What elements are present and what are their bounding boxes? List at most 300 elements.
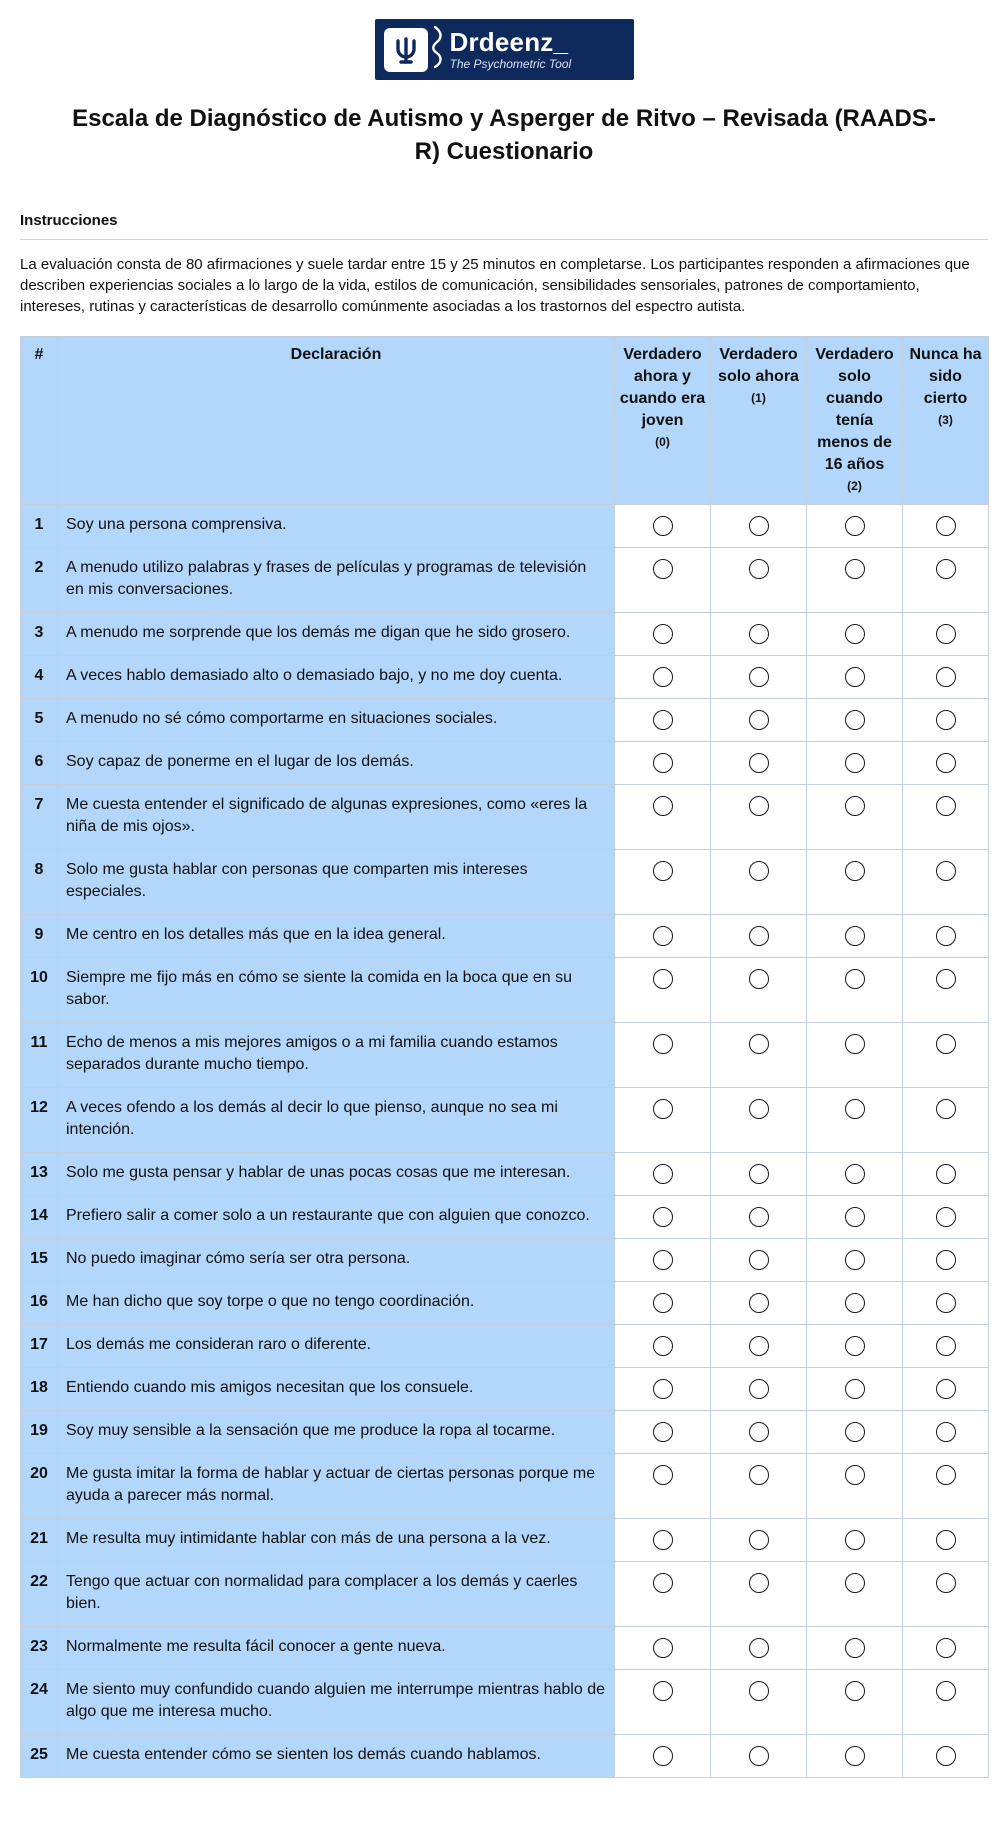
answer-radio-option-3[interactable] — [936, 1422, 956, 1442]
answer-cell-option-1 — [711, 1196, 807, 1239]
answer-cell-option-0 — [615, 785, 711, 850]
answer-radio-option-3[interactable] — [936, 796, 956, 816]
question-number: 15 — [21, 1239, 58, 1282]
table-header-row — [21, 337, 989, 505]
answer-radio-option-0[interactable] — [653, 1293, 673, 1313]
answer-cell-option-3 — [903, 1023, 989, 1088]
table-row — [21, 1627, 989, 1670]
answer-cell-option-3 — [903, 1519, 989, 1562]
answer-radio-option-1[interactable] — [749, 861, 769, 881]
question-statement: Soy muy sensible a la sensación que me produce la ropa al tocarme. — [58, 1411, 615, 1454]
answer-radio-option-3[interactable] — [936, 1207, 956, 1227]
answer-radio-option-1[interactable] — [749, 516, 769, 536]
answer-cell-option-3 — [903, 1088, 989, 1153]
answer-radio-option-1[interactable] — [749, 1336, 769, 1356]
answer-cell-option-0 — [615, 1454, 711, 1519]
answer-cell-option-2 — [807, 1153, 903, 1196]
option-0-code: (0) — [655, 435, 670, 449]
answer-cell-option-1 — [711, 1239, 807, 1282]
answer-radio-option-3[interactable] — [936, 753, 956, 773]
answer-cell-option-2 — [807, 1411, 903, 1454]
question-number: 20 — [21, 1454, 58, 1519]
answer-radio-option-3[interactable] — [936, 861, 956, 881]
question-number: 2 — [21, 548, 58, 613]
answer-cell-option-3 — [903, 699, 989, 742]
answer-cell-option-2 — [807, 1325, 903, 1368]
question-statement: Siempre me fijo más en cómo se siente la comida en la boca que en su sabor. — [58, 958, 615, 1023]
answer-radio-option-2[interactable] — [845, 624, 865, 644]
answer-radio-option-0[interactable] — [653, 1164, 673, 1184]
answer-radio-option-3[interactable] — [936, 1465, 956, 1485]
answer-radio-option-2[interactable] — [845, 710, 865, 730]
answer-radio-option-2[interactable] — [845, 861, 865, 881]
answer-cell-option-1 — [711, 613, 807, 656]
answer-radio-option-0[interactable] — [653, 1099, 673, 1119]
answer-radio-option-1[interactable] — [749, 710, 769, 730]
answer-cell-option-0 — [615, 699, 711, 742]
answer-cell-option-3 — [903, 1670, 989, 1735]
question-number: 5 — [21, 699, 58, 742]
answer-cell-option-0 — [615, 1627, 711, 1670]
brand-tagline: The Psychometric Tool — [449, 57, 572, 71]
question-number: 4 — [21, 656, 58, 699]
question-number: 17 — [21, 1325, 58, 1368]
answer-cell-option-2 — [807, 742, 903, 785]
answer-radio-option-1[interactable] — [749, 1250, 769, 1270]
table-row — [21, 656, 989, 699]
question-statement: A menudo no sé cómo comportarme en situaciones sociales. — [58, 699, 615, 742]
table-row — [21, 1368, 989, 1411]
answer-cell-option-0 — [615, 1239, 711, 1282]
question-statement: Los demás me consideran raro o diferente. — [58, 1325, 615, 1368]
question-statement: Me siento muy confundido cuando alguien me interrumpe mientras hablo de algo que me interesa mucho. — [58, 1670, 615, 1735]
answer-radio-option-1[interactable] — [749, 667, 769, 687]
answer-cell-option-2 — [807, 1454, 903, 1519]
answer-cell-option-1 — [711, 1282, 807, 1325]
answer-cell-option-2 — [807, 548, 903, 613]
question-number: 16 — [21, 1282, 58, 1325]
answer-cell-option-0 — [615, 915, 711, 958]
answer-cell-option-3 — [903, 742, 989, 785]
header — [20, 0, 988, 80]
answer-cell-option-3 — [903, 1196, 989, 1239]
answer-radio-option-2[interactable] — [845, 516, 865, 536]
question-statement: A menudo utilizo palabras y frases de películas y programas de televisión en mis conversaciones. — [58, 548, 615, 613]
option-3-label: Nunca ha sido cierto — [909, 346, 982, 407]
table-row — [21, 505, 989, 548]
answer-cell-option-3 — [903, 1239, 989, 1282]
answer-cell-option-0 — [615, 1088, 711, 1153]
answer-radio-option-1[interactable] — [749, 1422, 769, 1442]
answer-radio-option-0[interactable] — [653, 1530, 673, 1550]
table-row — [21, 1153, 989, 1196]
answer-radio-option-3[interactable] — [936, 710, 956, 730]
answer-cell-option-3 — [903, 1411, 989, 1454]
table-row — [21, 1088, 989, 1153]
answer-cell-option-1 — [711, 915, 807, 958]
answer-radio-option-0[interactable] — [653, 969, 673, 989]
question-number: 21 — [21, 1519, 58, 1562]
question-statement: A veces hablo demasiado alto o demasiado bajo, y no me doy cuenta. — [58, 656, 615, 699]
question-statement: Me gusta imitar la forma de hablar y actuar de ciertas personas porque me ayuda a parecer más normal. — [58, 1454, 615, 1519]
answer-cell-option-2 — [807, 1088, 903, 1153]
question-number: 25 — [21, 1735, 58, 1778]
answer-cell-option-1 — [711, 742, 807, 785]
table-body — [21, 505, 989, 1778]
answer-cell-option-2 — [807, 656, 903, 699]
answer-cell-option-0 — [615, 1196, 711, 1239]
column-header-statement: Declaración — [58, 337, 615, 505]
answer-cell-option-0 — [615, 1153, 711, 1196]
answer-cell-option-0 — [615, 850, 711, 915]
answer-cell-option-3 — [903, 850, 989, 915]
question-number: 22 — [21, 1562, 58, 1627]
answer-cell-option-1 — [711, 1519, 807, 1562]
answer-cell-option-3 — [903, 958, 989, 1023]
answer-radio-option-0[interactable] — [653, 1746, 673, 1766]
answer-radio-option-2[interactable] — [845, 1638, 865, 1658]
question-statement: Echo de menos a mis mejores amigos o a mi familia cuando estamos separados durante mucho tiempo. — [58, 1023, 615, 1088]
page-title: Escala de Diagnóstico de Autismo y Asperger de Ritvo – Revisada (RAADS-R) Cuestionario — [72, 105, 936, 165]
table-row — [21, 1454, 989, 1519]
answer-cell-option-0 — [615, 1735, 711, 1778]
answer-cell-option-0 — [615, 1562, 711, 1627]
answer-radio-option-2[interactable] — [845, 667, 865, 687]
answer-cell-option-3 — [903, 785, 989, 850]
answer-radio-option-2[interactable] — [845, 1034, 865, 1054]
answer-cell-option-0 — [615, 656, 711, 699]
answer-radio-option-1[interactable] — [749, 1207, 769, 1227]
question-statement: Soy capaz de ponerme en el lugar de los demás. — [58, 742, 615, 785]
answer-radio-option-0[interactable] — [653, 559, 673, 579]
question-number: 3 — [21, 613, 58, 656]
answer-radio-option-0[interactable] — [653, 861, 673, 881]
question-statement: Soy una persona comprensiva. — [58, 505, 615, 548]
answer-radio-option-3[interactable] — [936, 1638, 956, 1658]
answer-radio-option-2[interactable] — [845, 1379, 865, 1399]
answer-radio-option-1[interactable] — [749, 1034, 769, 1054]
question-statement: A veces ofendo a los demás al decir lo que pienso, aunque no sea mi intención. — [58, 1088, 615, 1153]
answer-radio-option-1[interactable] — [749, 1465, 769, 1485]
answer-radio-option-3[interactable] — [936, 1746, 956, 1766]
page-bottom-spacer — [20, 1778, 988, 1788]
answer-cell-option-2 — [807, 1519, 903, 1562]
answer-cell-option-2 — [807, 1282, 903, 1325]
answer-radio-option-0[interactable] — [653, 1681, 673, 1701]
answer-radio-option-1[interactable] — [749, 1530, 769, 1550]
question-number: 23 — [21, 1627, 58, 1670]
brand-name: Drdeenz_ — [449, 27, 569, 57]
answer-cell-option-1 — [711, 1023, 807, 1088]
answer-radio-option-0[interactable] — [653, 1034, 673, 1054]
answer-radio-option-3[interactable] — [936, 1681, 956, 1701]
answer-radio-option-2[interactable] — [845, 1336, 865, 1356]
table-row — [21, 548, 989, 613]
table-row — [21, 785, 989, 850]
answer-cell-option-2 — [807, 1368, 903, 1411]
answer-radio-option-3[interactable] — [936, 667, 956, 687]
answer-cell-option-0 — [615, 1325, 711, 1368]
answer-radio-option-3[interactable] — [936, 1336, 956, 1356]
question-statement: Entiendo cuando mis amigos necesitan que los consuele. — [58, 1368, 615, 1411]
answer-cell-option-2 — [807, 1239, 903, 1282]
answer-cell-option-3 — [903, 505, 989, 548]
answer-radio-option-2[interactable] — [845, 926, 865, 946]
answer-radio-option-2[interactable] — [845, 1293, 865, 1313]
question-number: 24 — [21, 1670, 58, 1735]
answer-radio-option-2[interactable] — [845, 1746, 865, 1766]
question-statement: Me centro en los detalles más que en la idea general. — [58, 915, 615, 958]
answer-cell-option-3 — [903, 548, 989, 613]
answer-radio-option-2[interactable] — [845, 1465, 865, 1485]
table-row — [21, 958, 989, 1023]
answer-radio-option-1[interactable] — [749, 1099, 769, 1119]
column-header-option-0 — [615, 337, 711, 505]
option-0-label: Verdadero ahora y cuando era joven — [619, 346, 706, 429]
answer-cell-option-3 — [903, 1368, 989, 1411]
question-statement: Me resulta muy intimidante hablar con más de una persona a la vez. — [58, 1519, 615, 1562]
answer-cell-option-0 — [615, 1519, 711, 1562]
answer-cell-option-1 — [711, 1368, 807, 1411]
answer-cell-option-2 — [807, 785, 903, 850]
answer-cell-option-1 — [711, 1454, 807, 1519]
question-statement: Me cuesta entender el significado de algunas expresiones, como «eres la niña de mis ojos». — [58, 785, 615, 850]
answer-radio-option-2[interactable] — [845, 1250, 865, 1270]
answer-radio-option-0[interactable] — [653, 1336, 673, 1356]
answer-radio-option-3[interactable] — [936, 1250, 956, 1270]
answer-radio-option-2[interactable] — [845, 1573, 865, 1593]
answer-radio-option-0[interactable] — [653, 1573, 673, 1593]
answer-radio-option-3[interactable] — [936, 1099, 956, 1119]
answer-cell-option-2 — [807, 613, 903, 656]
answer-radio-option-1[interactable] — [749, 624, 769, 644]
answer-cell-option-2 — [807, 850, 903, 915]
column-header-option-1 — [711, 337, 807, 505]
table-row — [21, 699, 989, 742]
question-number: 11 — [21, 1023, 58, 1088]
answer-cell-option-1 — [711, 958, 807, 1023]
answer-cell-option-2 — [807, 1562, 903, 1627]
question-statement: Prefiero salir a comer solo a un restaurante que con alguien que conozco. — [58, 1196, 615, 1239]
answer-cell-option-2 — [807, 1196, 903, 1239]
answer-radio-option-3[interactable] — [936, 1573, 956, 1593]
question-statement: No puedo imaginar cómo sería ser otra persona. — [58, 1239, 615, 1282]
answer-radio-option-1[interactable] — [749, 1379, 769, 1399]
answer-radio-option-1[interactable] — [749, 969, 769, 989]
answer-cell-option-3 — [903, 1454, 989, 1519]
option-3-code: (3) — [938, 413, 953, 427]
answer-cell-option-0 — [615, 1368, 711, 1411]
table-row — [21, 1735, 989, 1778]
answer-cell-option-1 — [711, 1735, 807, 1778]
answer-cell-option-1 — [711, 850, 807, 915]
answer-radio-option-3[interactable] — [936, 926, 956, 946]
answer-cell-option-1 — [711, 1325, 807, 1368]
column-header-number: # — [21, 337, 58, 505]
answer-cell-option-0 — [615, 742, 711, 785]
answer-radio-option-2[interactable] — [845, 1530, 865, 1550]
question-statement: Normalmente me resulta fácil conocer a gente nueva. — [58, 1627, 615, 1670]
answer-cell-option-0 — [615, 505, 711, 548]
answer-radio-option-0[interactable] — [653, 753, 673, 773]
instructions-text: La evaluación consta de 80 afirmaciones y suele tardar entre 15 y 25 minutos en completarse. Los participantes responden a afirmaciones que describen experiencias sociales a lo largo de la vida, estilos de comunicación, sensibilidades sensoriales, patrones de comportamiento, intereses, rutinas y características de desarrollo comúnmente asociadas a los trastornos del espectro autista. — [20, 256, 970, 315]
table-row — [21, 1325, 989, 1368]
answer-cell-option-2 — [807, 1627, 903, 1670]
answer-cell-option-1 — [711, 1411, 807, 1454]
table-row — [21, 1239, 989, 1282]
table-row — [21, 1282, 989, 1325]
answer-radio-option-1[interactable] — [749, 1293, 769, 1313]
answer-radio-option-2[interactable] — [845, 1681, 865, 1701]
answer-cell-option-1 — [711, 785, 807, 850]
answer-cell-option-2 — [807, 699, 903, 742]
answer-radio-option-2[interactable] — [845, 969, 865, 989]
question-number: 19 — [21, 1411, 58, 1454]
column-header-option-2 — [807, 337, 903, 505]
question-number: 6 — [21, 742, 58, 785]
table-row — [21, 1519, 989, 1562]
answer-cell-option-2 — [807, 958, 903, 1023]
answer-cell-option-2 — [807, 505, 903, 548]
answer-radio-option-2[interactable] — [845, 796, 865, 816]
answer-radio-option-3[interactable] — [936, 969, 956, 989]
answer-radio-option-2[interactable] — [845, 1207, 865, 1227]
answer-cell-option-3 — [903, 1282, 989, 1325]
answer-cell-option-2 — [807, 1670, 903, 1735]
answer-radio-option-1[interactable] — [749, 796, 769, 816]
answer-radio-option-3[interactable] — [936, 516, 956, 536]
answer-radio-option-1[interactable] — [749, 559, 769, 579]
answer-radio-option-1[interactable] — [749, 1638, 769, 1658]
answer-cell-option-3 — [903, 915, 989, 958]
answer-cell-option-0 — [615, 613, 711, 656]
answer-radio-option-0[interactable] — [653, 1379, 673, 1399]
answer-radio-option-3[interactable] — [936, 1379, 956, 1399]
table-row — [21, 1411, 989, 1454]
answer-radio-option-1[interactable] — [749, 1573, 769, 1593]
answer-cell-option-1 — [711, 1562, 807, 1627]
brand-logo — [375, 19, 634, 80]
question-number: 18 — [21, 1368, 58, 1411]
answer-cell-option-0 — [615, 1282, 711, 1325]
answer-cell-option-1 — [711, 548, 807, 613]
wave-bracket-icon — [432, 25, 444, 74]
instructions-heading: Instrucciones — [20, 212, 988, 240]
questionnaire-table — [20, 336, 989, 1778]
question-number: 9 — [21, 915, 58, 958]
answer-radio-option-1[interactable] — [749, 1746, 769, 1766]
answer-cell-option-3 — [903, 1562, 989, 1627]
answer-radio-option-1[interactable] — [749, 1164, 769, 1184]
answer-cell-option-2 — [807, 1023, 903, 1088]
answer-cell-option-3 — [903, 613, 989, 656]
brand-text — [450, 28, 572, 71]
answer-cell-option-2 — [807, 1735, 903, 1778]
answer-radio-option-2[interactable] — [845, 1164, 865, 1184]
question-number: 7 — [21, 785, 58, 850]
answer-radio-option-0[interactable] — [653, 796, 673, 816]
answer-cell-option-1 — [711, 1670, 807, 1735]
answer-radio-option-0[interactable] — [653, 624, 673, 644]
answer-radio-option-2[interactable] — [845, 559, 865, 579]
question-number: 14 — [21, 1196, 58, 1239]
answer-radio-option-3[interactable] — [936, 1164, 956, 1184]
table-row — [21, 1196, 989, 1239]
question-number: 8 — [21, 850, 58, 915]
option-1-code: (1) — [751, 391, 766, 405]
psi-icon — [384, 28, 428, 72]
table-row — [21, 1562, 989, 1627]
answer-radio-option-3[interactable] — [936, 1293, 956, 1313]
answer-radio-option-0[interactable] — [653, 1638, 673, 1658]
answer-cell-option-3 — [903, 1627, 989, 1670]
answer-cell-option-2 — [807, 915, 903, 958]
answer-radio-option-0[interactable] — [653, 1465, 673, 1485]
table-row — [21, 613, 989, 656]
answer-cell-option-0 — [615, 548, 711, 613]
question-number: 1 — [21, 505, 58, 548]
option-1-label: Verdadero solo ahora — [718, 346, 799, 385]
answer-cell-option-3 — [903, 1153, 989, 1196]
question-statement: Me cuesta entender cómo se sienten los demás cuando hablamos. — [58, 1735, 615, 1778]
option-2-code: (2) — [847, 479, 862, 493]
answer-cell-option-1 — [711, 505, 807, 548]
answer-radio-option-0[interactable] — [653, 926, 673, 946]
answer-cell-option-0 — [615, 1411, 711, 1454]
answer-radio-option-2[interactable] — [845, 753, 865, 773]
answer-radio-option-3[interactable] — [936, 1034, 956, 1054]
answer-radio-option-3[interactable] — [936, 624, 956, 644]
answer-cell-option-1 — [711, 1088, 807, 1153]
answer-radio-option-0[interactable] — [653, 1422, 673, 1442]
table-row — [21, 850, 989, 915]
answer-radio-option-0[interactable] — [653, 1207, 673, 1227]
answer-cell-option-3 — [903, 656, 989, 699]
question-number: 12 — [21, 1088, 58, 1153]
answer-radio-option-1[interactable] — [749, 753, 769, 773]
answer-cell-option-1 — [711, 1627, 807, 1670]
answer-radio-option-0[interactable] — [653, 667, 673, 687]
answer-radio-option-0[interactable] — [653, 1250, 673, 1270]
table-row — [21, 915, 989, 958]
answer-cell-option-0 — [615, 1023, 711, 1088]
question-statement: Solo me gusta pensar y hablar de unas pocas cosas que me interesan. — [58, 1153, 615, 1196]
table-row — [21, 1023, 989, 1088]
question-number: 13 — [21, 1153, 58, 1196]
option-2-label: Verdadero solo cuando tenía menos de 16 años — [815, 346, 894, 473]
question-statement: Solo me gusta hablar con personas que comparten mis intereses especiales. — [58, 850, 615, 915]
answer-radio-option-3[interactable] — [936, 559, 956, 579]
table-row — [21, 742, 989, 785]
table-row — [21, 1670, 989, 1735]
answer-radio-option-2[interactable] — [845, 1099, 865, 1119]
answer-radio-option-0[interactable] — [653, 516, 673, 536]
answer-cell-option-3 — [903, 1325, 989, 1368]
answer-radio-option-2[interactable] — [845, 1422, 865, 1442]
question-statement: A menudo me sorprende que los demás me digan que he sido grosero. — [58, 613, 615, 656]
answer-cell-option-3 — [903, 1735, 989, 1778]
column-header-option-3 — [903, 337, 989, 505]
answer-radio-option-1[interactable] — [749, 926, 769, 946]
answer-cell-option-0 — [615, 1670, 711, 1735]
question-statement: Tengo que actuar con normalidad para complacer a los demás y caerles bien. — [58, 1562, 615, 1627]
question-statement: Me han dicho que soy torpe o que no tengo coordinación. — [58, 1282, 615, 1325]
answer-cell-option-1 — [711, 656, 807, 699]
answer-radio-option-0[interactable] — [653, 710, 673, 730]
answer-radio-option-3[interactable] — [936, 1530, 956, 1550]
answer-radio-option-1[interactable] — [749, 1681, 769, 1701]
answer-cell-option-0 — [615, 958, 711, 1023]
